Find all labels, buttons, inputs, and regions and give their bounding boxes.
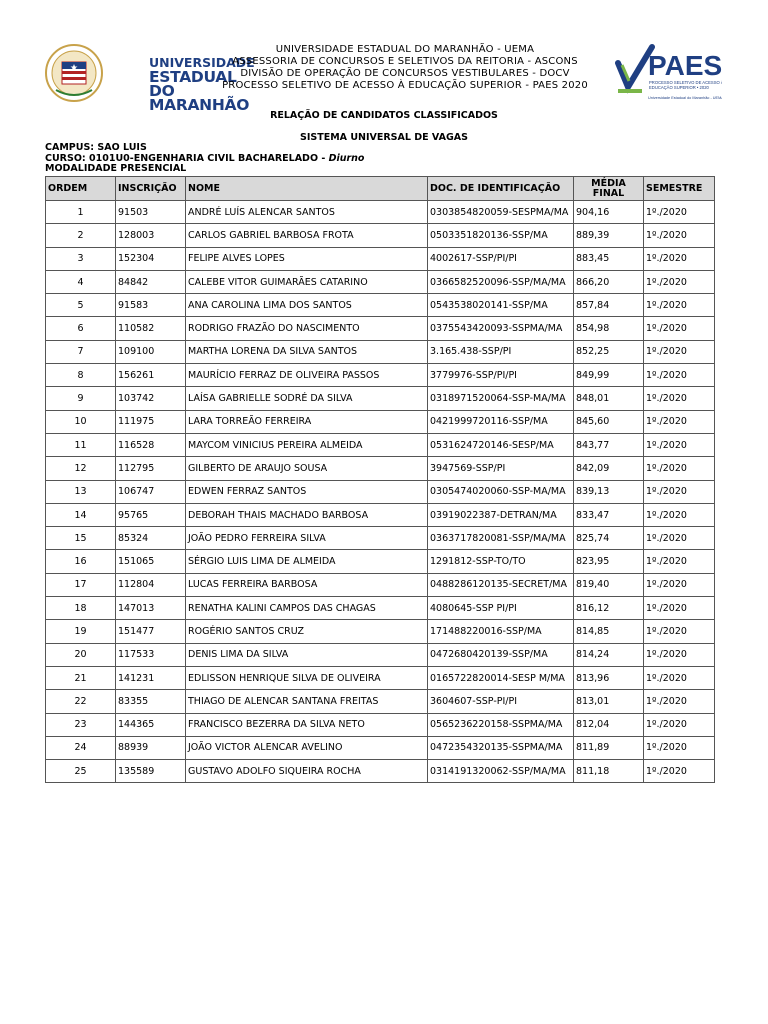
cell-inscricao: 103742 (116, 387, 186, 410)
cell-media-final: 848,01 (574, 387, 644, 410)
cell-inscricao: 128003 (116, 224, 186, 247)
cell-doc: 0305474020060-SSP-MA/MA (428, 480, 574, 503)
cell-inscricao: 112804 (116, 573, 186, 596)
table-row (46, 224, 715, 247)
cell-doc: 4080645-SSP PI/PI (428, 597, 574, 620)
cell-ordem: 11 (46, 433, 116, 456)
header-media-final (574, 177, 644, 201)
cell-nome: DEBORAH THAIS MACHADO BARBOSA (186, 503, 428, 526)
cell-inscricao: 112795 (116, 457, 186, 480)
table-row (46, 503, 715, 526)
header-doc: DOC. DE IDENTIFICAÇÃO (428, 177, 574, 201)
cell-nome: ANDRÉ LUÍS ALENCAR SANTOS (186, 201, 428, 224)
table-row (46, 457, 715, 480)
campus-label: CAMPUS: SAO LUIS (45, 142, 147, 153)
results-table (45, 176, 715, 783)
cell-ordem: 7 (46, 340, 116, 363)
cell-doc: 0363717820081-SSP/MA/MA (428, 527, 574, 550)
table-row (46, 433, 715, 456)
cell-ordem: 10 (46, 410, 116, 433)
cell-inscricao: 91503 (116, 201, 186, 224)
cell-inscricao: 147013 (116, 597, 186, 620)
cell-ordem: 4 (46, 270, 116, 293)
cell-semestre: 1º./2020 (644, 503, 715, 526)
cell-nome: DENIS LIMA DA SILVA (186, 643, 428, 666)
table-row (46, 387, 715, 410)
cell-media-final: 866,20 (574, 270, 644, 293)
uema-wordmark-line2: ESTADUAL DO (149, 68, 237, 100)
cell-inscricao: 156261 (116, 364, 186, 387)
cell-media-final: 823,95 (574, 550, 644, 573)
header-semestre: SEMESTRE (644, 177, 715, 201)
cell-doc: 0472354320135-SSPMA/MA (428, 736, 574, 759)
cell-doc: 4002617-SSP/PI/PI (428, 247, 574, 270)
cell-doc: 0366582520096-SSP/MA/MA (428, 270, 574, 293)
cell-semestre: 1º./2020 (644, 480, 715, 503)
paes-wordmark: PAES (648, 50, 722, 81)
cell-ordem: 5 (46, 294, 116, 317)
cell-doc: 0488286120135-SECRET/MA (428, 573, 574, 596)
cell-inscricao: 116528 (116, 433, 186, 456)
cell-media-final: 813,01 (574, 690, 644, 713)
cell-nome: CARLOS GABRIEL BARBOSA FROTA (186, 224, 428, 247)
paes-logo (612, 43, 722, 107)
cell-nome: JOÃO PEDRO FERREIRA SILVA (186, 527, 428, 550)
cell-doc: 0421999720116-SSP/MA (428, 410, 574, 433)
table-row (46, 317, 715, 340)
cell-doc: 0165722820014-SESP M/MA (428, 666, 574, 689)
cell-semestre: 1º./2020 (644, 270, 715, 293)
table-row (46, 713, 715, 736)
cell-media-final: 849,99 (574, 364, 644, 387)
table-row (46, 550, 715, 573)
table-row (46, 690, 715, 713)
cell-doc: 3604607-SSP-PI/PI (428, 690, 574, 713)
cell-semestre: 1º./2020 (644, 550, 715, 573)
cell-semestre: 1º./2020 (644, 666, 715, 689)
table-row (46, 410, 715, 433)
cell-ordem: 13 (46, 480, 116, 503)
table-row (46, 270, 715, 293)
cell-media-final: 825,74 (574, 527, 644, 550)
cell-ordem: 18 (46, 597, 116, 620)
cell-nome: ANA CAROLINA LIMA DOS SANTOS (186, 294, 428, 317)
cell-inscricao: 109100 (116, 340, 186, 363)
cell-media-final: 854,98 (574, 317, 644, 340)
cell-semestre: 1º./2020 (644, 527, 715, 550)
cell-ordem: 19 (46, 620, 116, 643)
cell-doc: 0565236220158-SSPMA/MA (428, 713, 574, 736)
cell-doc: 0375543420093-SSPMA/MA (428, 317, 574, 340)
cell-ordem: 22 (46, 690, 116, 713)
cell-semestre: 1º./2020 (644, 597, 715, 620)
table-row (46, 201, 715, 224)
cell-media-final: 812,04 (574, 713, 644, 736)
uema-seal-icon (44, 42, 104, 104)
cell-nome: LAÍSA GABRIELLE SODRÉ DA SILVA (186, 387, 428, 410)
cell-nome: SÉRGIO LUIS LIMA DE ALMEIDA (186, 550, 428, 573)
cell-inscricao: 85324 (116, 527, 186, 550)
cell-ordem: 3 (46, 247, 116, 270)
cell-semestre: 1º./2020 (644, 690, 715, 713)
header-ordem: ORDEM (46, 177, 116, 201)
header-media-line2: FINAL (592, 187, 625, 199)
cell-doc: 171488220016-SSP/MA (428, 620, 574, 643)
cell-media-final: 845,60 (574, 410, 644, 433)
cell-inscricao: 151065 (116, 550, 186, 573)
uema-wordmark-line3: MARANHÃO (149, 96, 250, 114)
cell-semestre: 1º./2020 (644, 620, 715, 643)
cell-doc: 3947569-SSP/PI (428, 457, 574, 480)
header-line-3: DIVISÃO DE OPERAÇÃO DE CONCURSOS VESTIBULARES - DOCV (240, 68, 570, 79)
cell-nome: GILBERTO DE ARAUJO SOUSA (186, 457, 428, 480)
cell-nome: THIAGO DE ALENCAR SANTANA FREITAS (186, 690, 428, 713)
course-turno: Diurno (328, 152, 365, 164)
header-inscricao: INSCRIÇÃO (116, 177, 186, 201)
cell-semestre: 1º./2020 (644, 457, 715, 480)
cell-semestre: 1º./2020 (644, 736, 715, 759)
cell-inscricao: 83355 (116, 690, 186, 713)
cell-media-final: 819,40 (574, 573, 644, 596)
table-row (46, 480, 715, 503)
cell-semestre: 1º./2020 (644, 340, 715, 363)
cell-ordem: 20 (46, 643, 116, 666)
page-subtitle: SISTEMA UNIVERSAL DE VAGAS (300, 132, 468, 143)
paes-subtitle-3: Universidade Estadual do Maranhão - UEMA (648, 96, 722, 100)
cell-ordem: 15 (46, 527, 116, 550)
header-line-4: PROCESSO SELETIVO DE ACESSO À EDUCAÇÃO SUPERIOR - PAES 2020 (222, 80, 588, 91)
cell-semestre: 1º./2020 (644, 247, 715, 270)
cell-media-final: 814,24 (574, 643, 644, 666)
cell-media-final: 857,84 (574, 294, 644, 317)
cell-ordem: 6 (46, 317, 116, 340)
cell-inscricao: 144365 (116, 713, 186, 736)
cell-semestre: 1º./2020 (644, 201, 715, 224)
cell-inscricao: 135589 (116, 760, 186, 783)
cell-ordem: 9 (46, 387, 116, 410)
cell-ordem: 8 (46, 364, 116, 387)
course-name: CURSO: 0101U0-ENGENHARIA CIVIL BACHARELADO - (45, 152, 329, 164)
cell-doc: 0314191320062-SSP/MA/MA (428, 760, 574, 783)
cell-semestre: 1º./2020 (644, 224, 715, 247)
cell-nome: MARTHA LORENA DA SILVA SANTOS (186, 340, 428, 363)
cell-semestre: 1º./2020 (644, 387, 715, 410)
table-row (46, 573, 715, 596)
course-info (45, 143, 364, 175)
cell-doc: 1291812-SSP-TO/TO (428, 550, 574, 573)
cell-media-final: 813,96 (574, 666, 644, 689)
cell-ordem: 17 (46, 573, 116, 596)
cell-media-final: 889,39 (574, 224, 644, 247)
cell-doc: 0303854820059-SESPMA/MA (428, 201, 574, 224)
cell-media-final: 904,16 (574, 201, 644, 224)
header-line-2: ASSESSORIA DE CONCURSOS E SELETIVOS DA REITORIA - ASCONS (232, 56, 578, 67)
cell-ordem: 23 (46, 713, 116, 736)
table-row (46, 247, 715, 270)
cell-inscricao: 117533 (116, 643, 186, 666)
table-header-row (46, 177, 715, 201)
cell-nome: LUCAS FERREIRA BARBOSA (186, 573, 428, 596)
cell-nome: MAYCOM VINICIUS PEREIRA ALMEIDA (186, 433, 428, 456)
cell-semestre: 1º./2020 (644, 317, 715, 340)
cell-nome: ROGÉRIO SANTOS CRUZ (186, 620, 428, 643)
uema-logo (44, 42, 255, 114)
cell-nome: RODRIGO FRAZÃO DO NASCIMENTO (186, 317, 428, 340)
cell-ordem: 14 (46, 503, 116, 526)
cell-ordem: 16 (46, 550, 116, 573)
cell-ordem: 24 (46, 736, 116, 759)
cell-nome: LARA TORREÃO FERREIRA (186, 410, 428, 433)
cell-semestre: 1º./2020 (644, 410, 715, 433)
cell-semestre: 1º./2020 (644, 433, 715, 456)
table-row (46, 620, 715, 643)
paes-logo-icon (612, 43, 722, 107)
header-line-1: UNIVERSIDADE ESTADUAL DO MARANHÃO - UEMA (275, 44, 535, 55)
cell-inscricao: 152304 (116, 247, 186, 270)
cell-media-final: 816,12 (574, 597, 644, 620)
table-row (46, 736, 715, 759)
cell-doc: 0503351820136-SSP/MA (428, 224, 574, 247)
cell-media-final: 842,09 (574, 457, 644, 480)
header-nome: NOME (186, 177, 428, 201)
cell-doc: 03919022387-DETRAN/MA (428, 503, 574, 526)
cell-doc: 0472680420139-SSP/MA (428, 643, 574, 666)
cell-nome: EDWEN FERRAZ SANTOS (186, 480, 428, 503)
paes-subtitle-2: EDUCAÇÃO SUPERIOR • 2020 (649, 85, 709, 90)
cell-inscricao: 111975 (116, 410, 186, 433)
table-row (46, 666, 715, 689)
cell-semestre: 1º./2020 (644, 573, 715, 596)
cell-inscricao: 151477 (116, 620, 186, 643)
cell-doc: 3779976-SSP/PI/PI (428, 364, 574, 387)
cell-semestre: 1º./2020 (644, 364, 715, 387)
cell-semestre: 1º./2020 (644, 643, 715, 666)
cell-media-final: 814,85 (574, 620, 644, 643)
cell-ordem: 25 (46, 760, 116, 783)
cell-nome: GUSTAVO ADOLFO SIQUEIRA ROCHA (186, 760, 428, 783)
cell-ordem: 21 (46, 666, 116, 689)
cell-nome: EDLISSON HENRIQUE SILVA DE OLIVEIRA (186, 666, 428, 689)
table-row (46, 643, 715, 666)
paes-subtitle-1: PROCESSO SELETIVO DE ACESSO À (649, 80, 722, 85)
table-row (46, 527, 715, 550)
table-row (46, 294, 715, 317)
cell-media-final: 839,13 (574, 480, 644, 503)
table-row (46, 364, 715, 387)
document-header (0, 40, 768, 114)
table-row (46, 597, 715, 620)
cell-media-final: 883,45 (574, 247, 644, 270)
cell-doc: 0318971520064-SSP-MA/MA (428, 387, 574, 410)
uema-wordmark-line1: UNIVERSIDADE (149, 55, 255, 70)
cell-inscricao: 141231 (116, 666, 186, 689)
cell-semestre: 1º./2020 (644, 760, 715, 783)
cell-ordem: 1 (46, 201, 116, 224)
cell-inscricao: 95765 (116, 503, 186, 526)
cell-nome: FRANCISCO BEZERRA DA SILVA NETO (186, 713, 428, 736)
page-title: RELAÇÃO DE CANDIDATOS CLASSIFICADOS (270, 110, 498, 121)
cell-media-final: 811,18 (574, 760, 644, 783)
institution-header-lines (200, 44, 610, 92)
cell-inscricao: 91583 (116, 294, 186, 317)
cell-media-final: 843,77 (574, 433, 644, 456)
cell-inscricao: 84842 (116, 270, 186, 293)
cell-doc: 0531624720146-SESP/MA (428, 433, 574, 456)
cell-nome: FELIPE ALVES LOPES (186, 247, 428, 270)
cell-media-final: 811,89 (574, 736, 644, 759)
cell-media-final: 833,47 (574, 503, 644, 526)
cell-ordem: 12 (46, 457, 116, 480)
cell-semestre: 1º./2020 (644, 294, 715, 317)
cell-inscricao: 106747 (116, 480, 186, 503)
cell-doc: 0543538020141-SSP/MA (428, 294, 574, 317)
cell-inscricao: 88939 (116, 736, 186, 759)
modalidade-label: MODALIDADE PRESENCIAL (45, 163, 187, 174)
cell-media-final: 852,25 (574, 340, 644, 363)
table-row (46, 760, 715, 783)
cell-nome: RENATHA KALINI CAMPOS DAS CHAGAS (186, 597, 428, 620)
cell-nome: JOÃO VICTOR ALENCAR AVELINO (186, 736, 428, 759)
cell-ordem: 2 (46, 224, 116, 247)
cell-nome: MAURÍCIO FERRAZ DE OLIVEIRA PASSOS (186, 364, 428, 387)
cell-nome: CALEBE VITOR GUIMARÃES CATARINO (186, 270, 428, 293)
table-row (46, 340, 715, 363)
cell-doc: 3.165.438-SSP/PI (428, 340, 574, 363)
header-media-line1: MÉDIA (591, 177, 626, 189)
cell-semestre: 1º./2020 (644, 713, 715, 736)
cell-inscricao: 110582 (116, 317, 186, 340)
